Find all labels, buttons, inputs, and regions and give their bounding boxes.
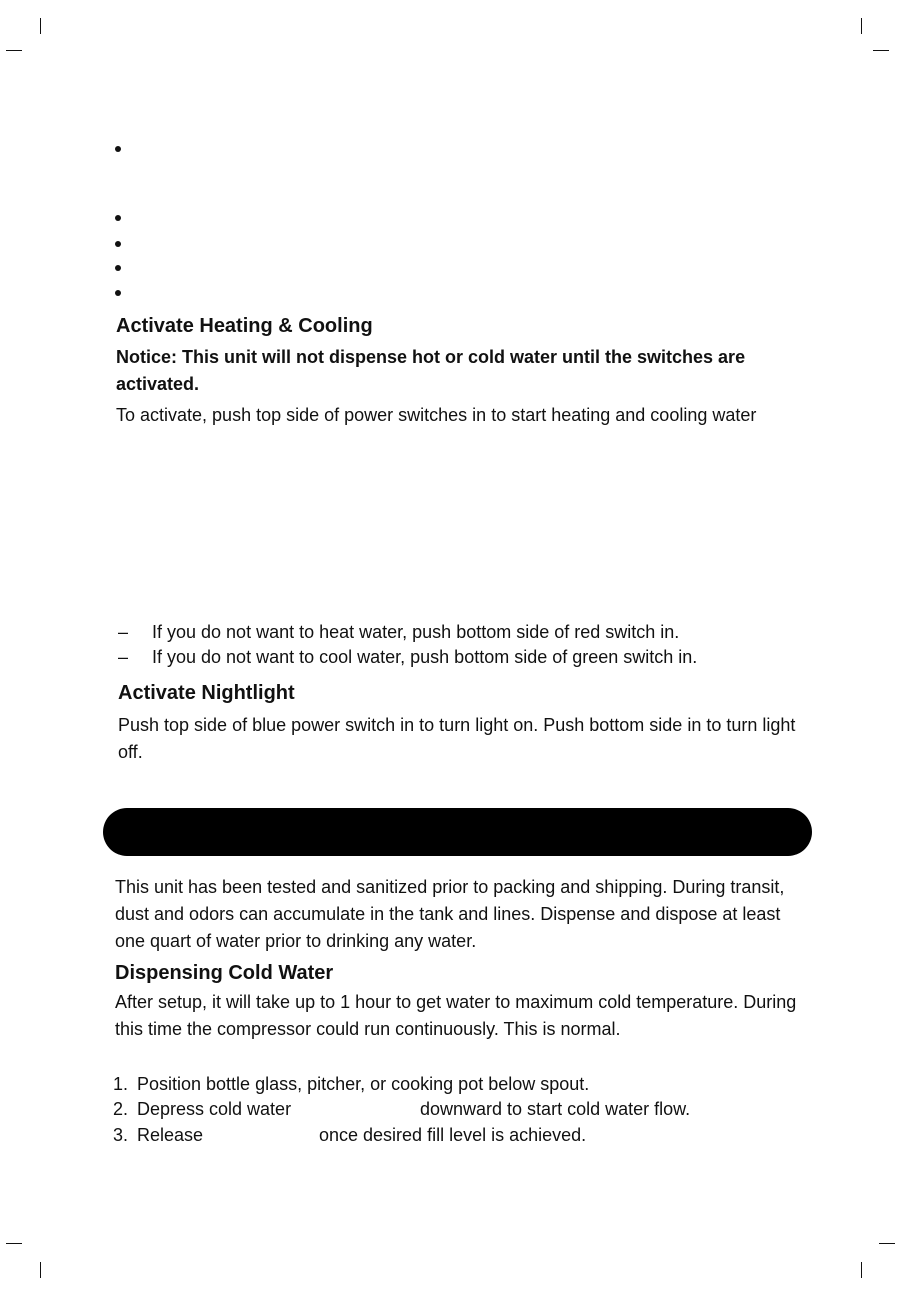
bullet-point	[115, 146, 121, 152]
crop-mark-bottom-left-v	[40, 1262, 41, 1278]
crop-mark-bottom-right-h	[879, 1243, 895, 1244]
crop-mark-bottom-right-v	[861, 1262, 862, 1278]
step-number: 1.	[113, 1074, 129, 1094]
notice-text: Notice: This unit will not dispense hot or cold water until the switches are activated.	[116, 347, 746, 394]
step-number: 3.	[113, 1125, 129, 1145]
step-text-part-a: Depress cold water	[137, 1099, 292, 1119]
crop-mark-top-right-h	[873, 50, 889, 51]
step-number: 2.	[113, 1099, 129, 1119]
crop-mark-top-right-v	[861, 18, 862, 34]
option-no-heat: If you do not want to heat water, push bottom side of red switch in.	[152, 622, 680, 642]
cold-water-instruction: After setup, it will take up to 1 hour to get water to maximum cold temperature. During this time the compressor could run continuously. This is normal.	[115, 992, 797, 1039]
bullet-point	[115, 241, 121, 247]
intro-text: This unit has been tested and sanitized prior to packing and shipping. During transit, dust and odors can accumulate in the tank and lines. Dispense and dispose at least one quart of water prior to drinking any water.	[115, 877, 785, 951]
step-text-part-a: Release	[137, 1125, 204, 1145]
bullet-point	[115, 215, 121, 221]
bullet-point	[115, 290, 121, 296]
heading-activate-nightlight: Activate Nightlight	[118, 682, 295, 704]
heating-instruction: To activate, push top side of power switches in to start heating and cooling water	[116, 405, 757, 425]
option-no-cool: If you do not want to cool water, push bottom side of green switch in.	[152, 647, 698, 667]
dash-marker: –	[118, 647, 129, 667]
crop-mark-bottom-left-h	[6, 1243, 22, 1244]
step-text-part-b: once desired fill level is achieved.	[319, 1125, 587, 1145]
nightlight-instruction: Push top side of blue power switch in to turn light on. Push bottom side in to turn light off.	[118, 715, 796, 762]
heading-dispensing-cold-water: Dispensing Cold Water	[115, 962, 334, 984]
step-text-part-b: downward to start cold water flow.	[420, 1099, 691, 1119]
dash-marker: –	[118, 622, 129, 642]
heading-activate-heating-cooling: Activate Heating & Cooling	[116, 315, 373, 337]
crop-mark-top-left-v	[40, 18, 41, 34]
crop-mark-top-left-h	[6, 50, 22, 51]
bullet-point	[115, 265, 121, 271]
section-banner	[103, 808, 812, 856]
step-text: Position bottle glass, pitcher, or cooking pot below spout.	[137, 1074, 590, 1094]
